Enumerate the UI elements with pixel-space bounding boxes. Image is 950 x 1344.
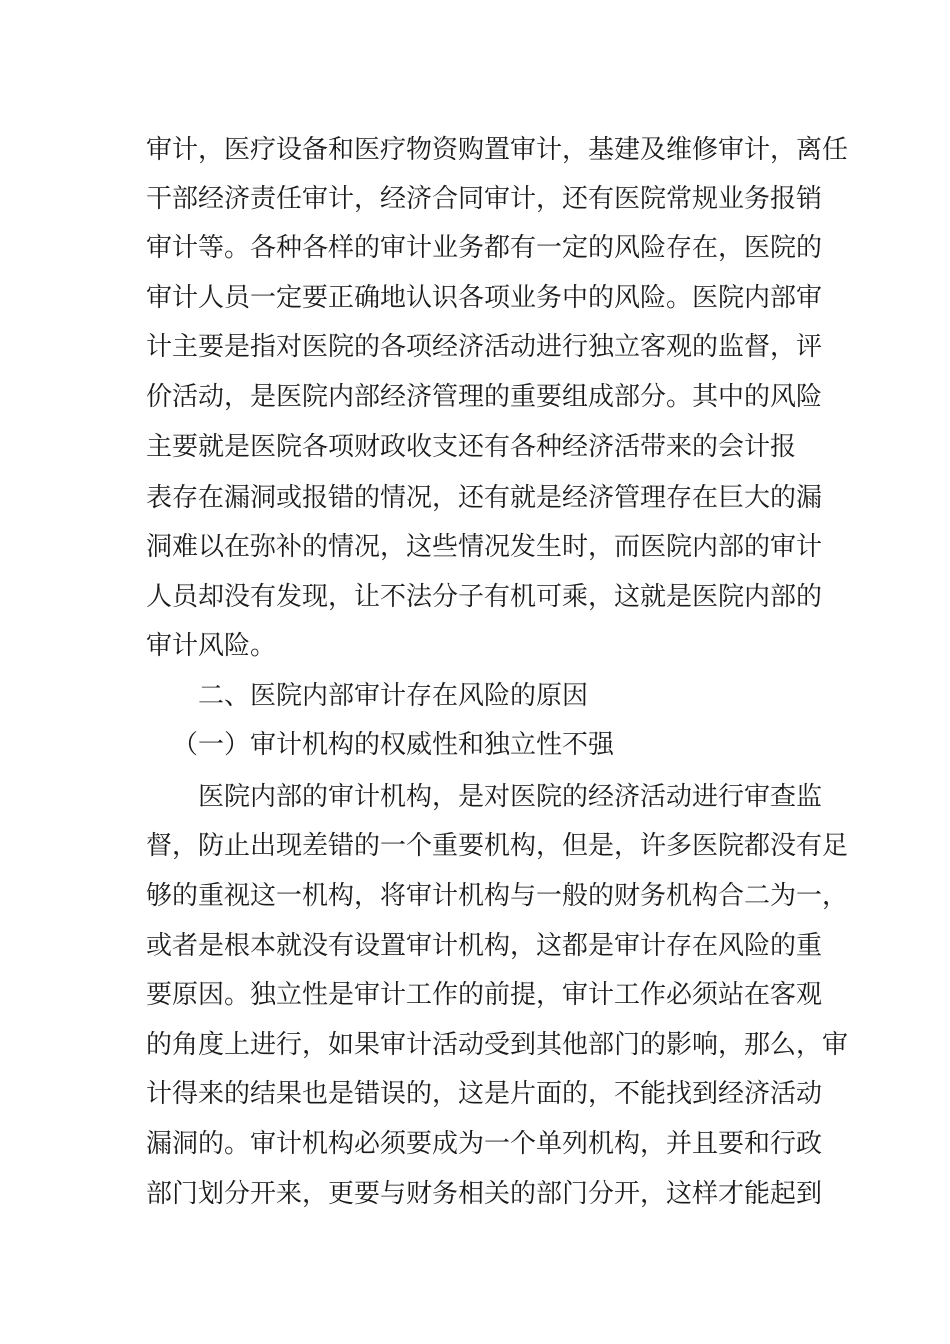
body-text-line: 主要就是医院各项财政收支还有各种经济活带来的会计报 [146, 432, 797, 462]
body-text-line: 价活动，是医院内部经济管理的重要组成部分。其中的风险 [146, 382, 823, 412]
body-text-line: 审计风险。 [146, 631, 277, 661]
body-text-line: 审计，医疗设备和医疗物资购置审计，基建及维修审计，离任 [146, 135, 849, 165]
body-text-line: 要原因。独立性是审计工作的前提，审计工作必须站在客观 [146, 980, 823, 1010]
body-text-line: 人员却没有发现，让不法分子有机可乘，这就是医院内部的 [146, 582, 823, 612]
body-text-line: 的角度上进行，如果审计活动受到其他部门的影响，那么，审 [146, 1030, 849, 1060]
body-text-line: 审计等。各种各样的审计业务都有一定的风险存在，医院的 [146, 233, 823, 263]
body-text-line: 部门划分开来，更要与财务相关的部门分开，这样才能起到 [146, 1179, 823, 1209]
body-text-line: 或者是根本就没有设置审计机构，这都是审计存在风险的重 [146, 931, 823, 961]
section-heading: 二、医院内部审计存在风险的原因 [198, 681, 589, 711]
body-text-line: 计主要是指对医院的各项经济活动进行独立客观的监督，评 [146, 332, 823, 362]
body-text-line: 干部经济责任审计，经济合同审计，还有医院常规业务报销 [146, 184, 823, 214]
body-text-line: 医院内部的审计机构，是对医院的经济活动进行审查监 [198, 782, 823, 812]
body-text-line: 漏洞的。审计机构必须要成为一个单列机构，并且要和行政 [146, 1129, 823, 1159]
body-text-line: 够的重视这一机构，将审计机构与一般的财务机构合二为一， [146, 881, 849, 911]
body-text-line: 洞难以在弥补的情况，这些情况发生时，而医院内部的审计 [146, 532, 823, 562]
subsection-heading: （一）审计机构的权威性和独立性不强 [172, 730, 615, 760]
body-text-line: 表存在漏洞或报错的情况，还有就是经济管理存在巨大的漏 [146, 483, 823, 513]
body-text-line: 审计人员一定要正确地认识各项业务中的风险。医院内部审 [146, 283, 823, 313]
body-text-line: 督，防止出现差错的一个重要机构，但是，许多医院都没有足 [146, 831, 849, 861]
body-text-line: 计得来的结果也是错误的，这是片面的，不能找到经济活动 [146, 1079, 823, 1109]
